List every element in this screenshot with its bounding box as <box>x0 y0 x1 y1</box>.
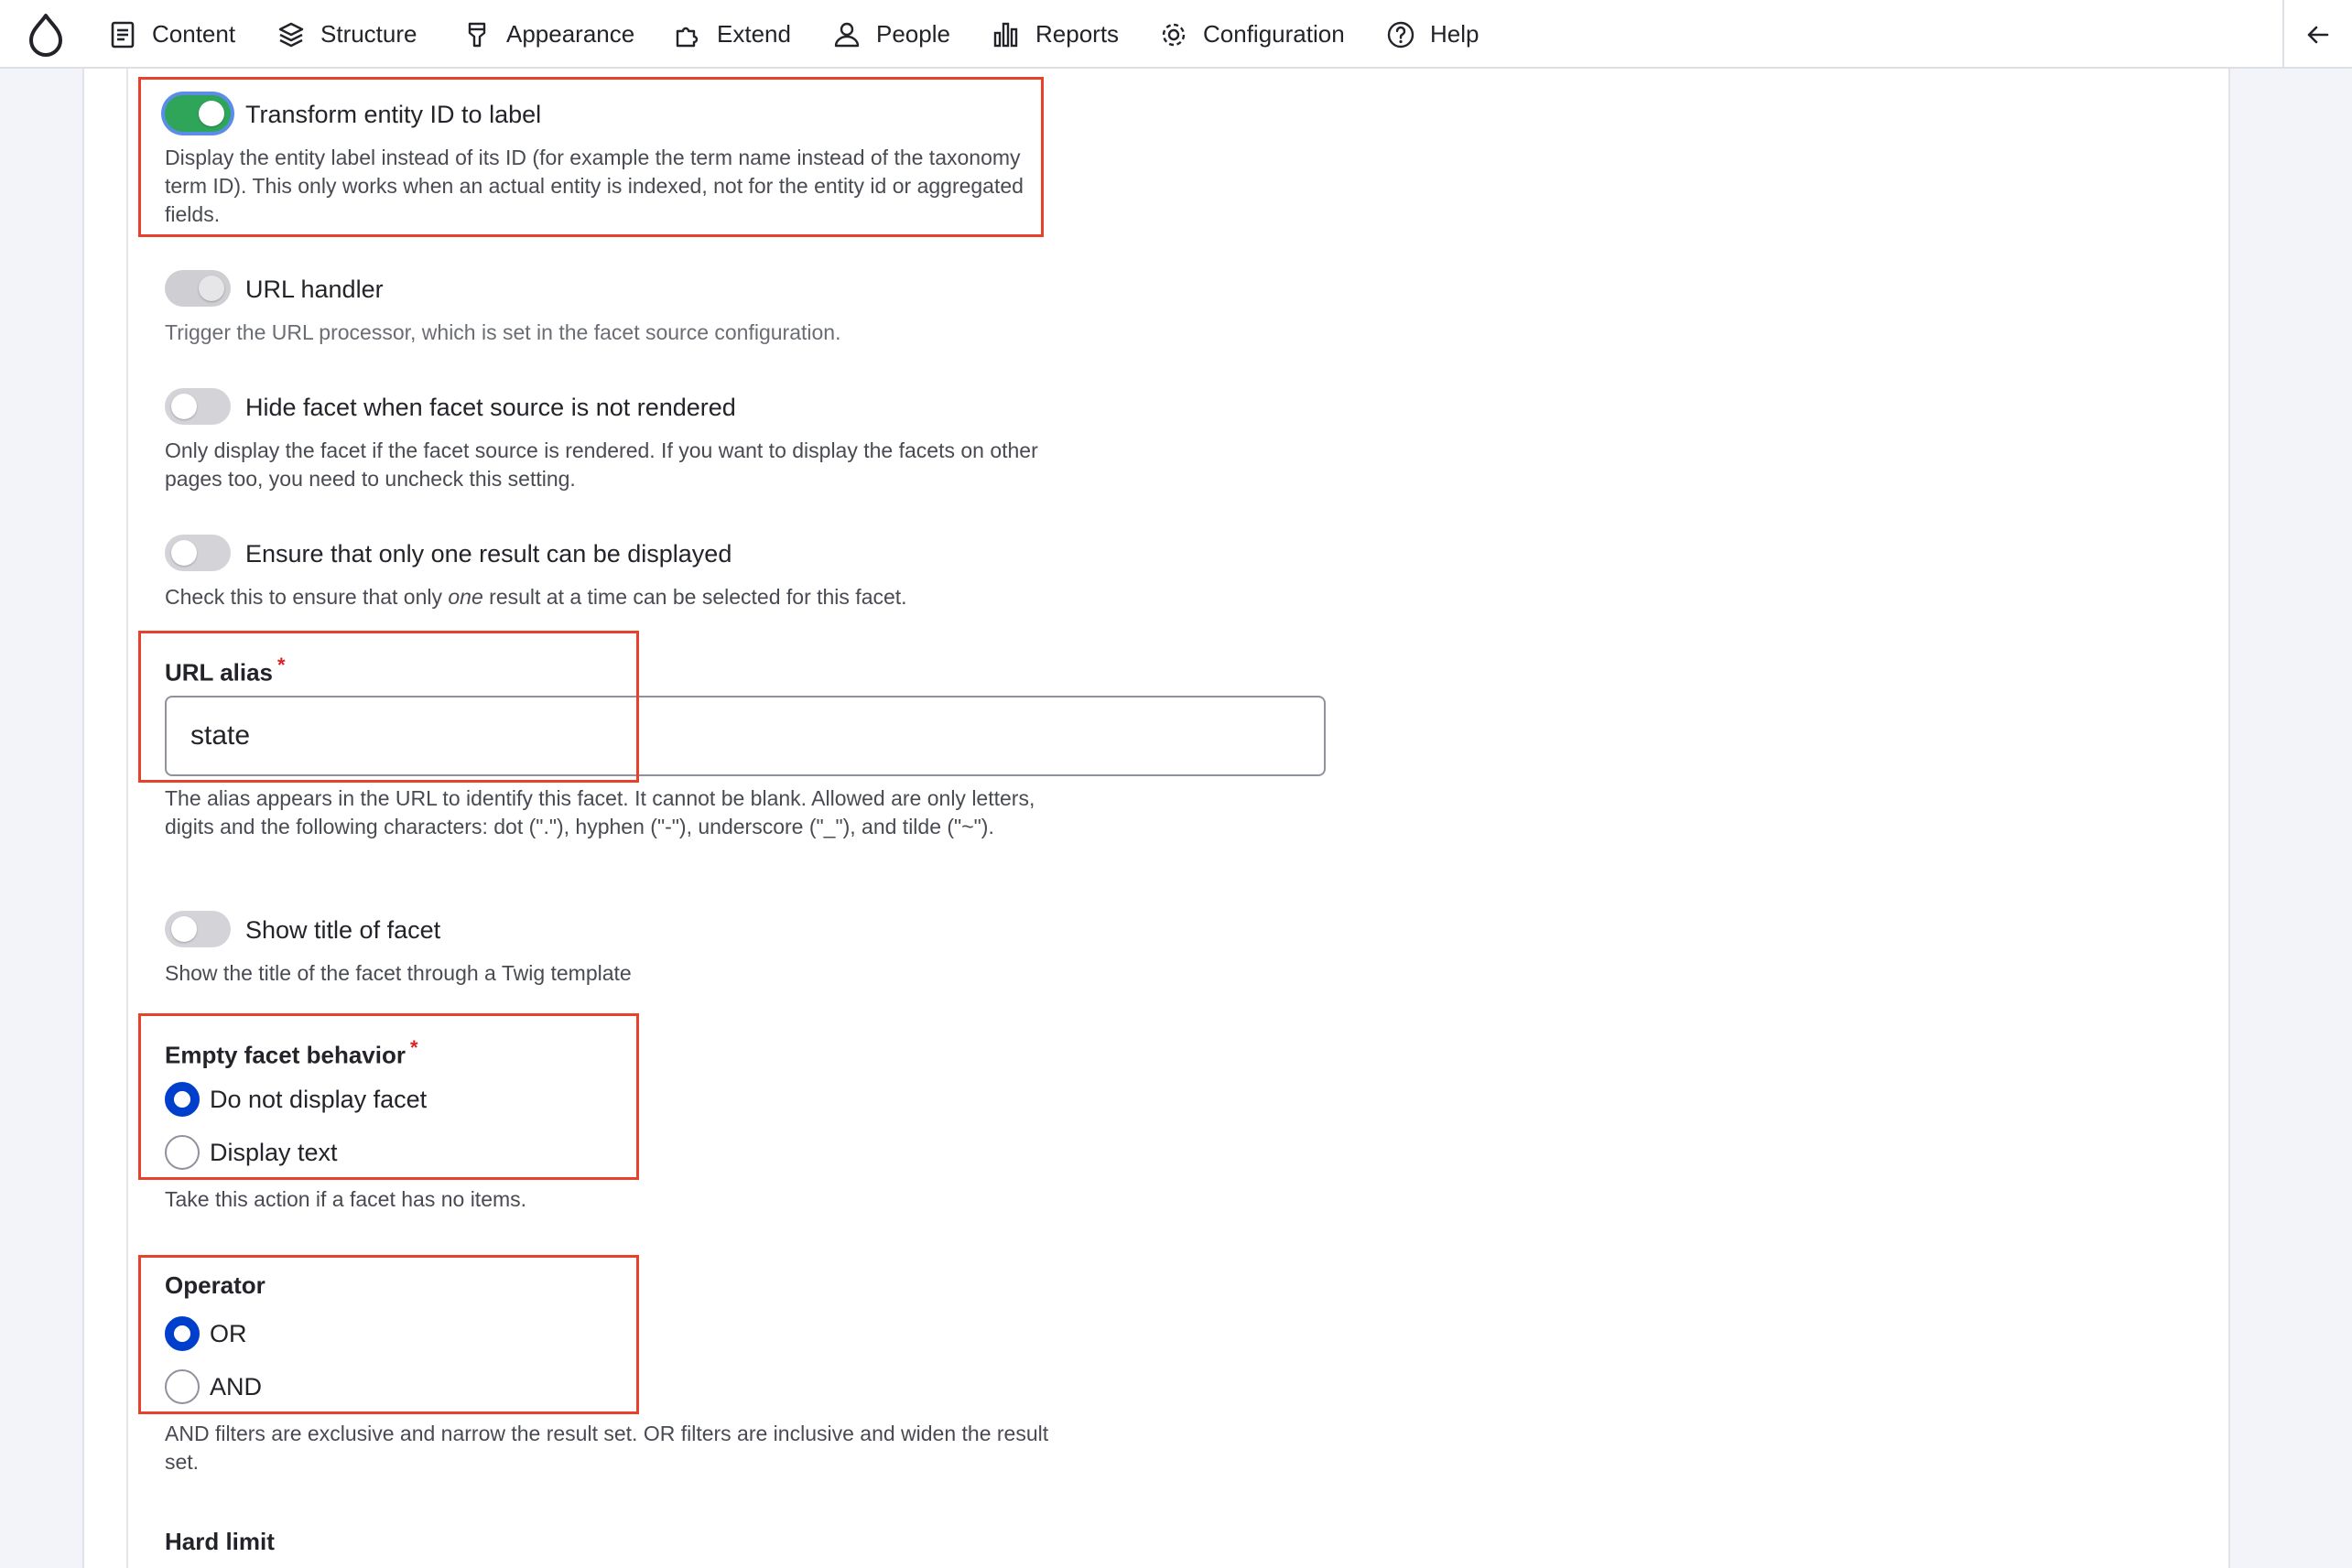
toolbar-item-content[interactable] <box>108 0 235 69</box>
toggle-knob <box>199 101 224 126</box>
toolbar-item-configuration[interactable] <box>1159 0 1345 69</box>
toggle-knob <box>199 276 224 301</box>
toolbar-collapse-button[interactable] <box>2282 0 2352 69</box>
configuration-icon <box>1159 20 1188 49</box>
arrow-left-icon <box>2304 21 2332 49</box>
empty-behavior-label: Empty facet behavior * <box>165 1036 418 1069</box>
admin-toolbar <box>0 0 2352 69</box>
hard-limit-label: Hard limit <box>165 1528 275 1555</box>
transform-entity-toggle[interactable] <box>165 95 231 132</box>
toolbar-item-people[interactable] <box>832 0 950 69</box>
url-handler-label: URL handler <box>245 276 384 303</box>
toolbar-item-structure[interactable] <box>276 0 417 69</box>
drupal-drop-icon[interactable] <box>26 13 66 57</box>
radio-do-not-display[interactable] <box>165 1082 200 1117</box>
operator-description: AND filters are exclusive and narrow the result set. OR filters are inclusive and widen the result set. <box>165 1422 1049 1474</box>
toolbar-item-label: Appearance <box>506 20 635 48</box>
content-icon <box>108 20 137 49</box>
url-alias-label: URL alias * <box>165 654 286 687</box>
toolbar-item-label: Structure <box>320 20 417 48</box>
url-alias-description: The alias appears in the URL to identify this facet. It cannot be blank. Allowed are only letters, digits and the following characters: dot ("."), hyphen ("-"), underscore ("_"), and tilde ("~"). <box>165 786 1035 838</box>
toolbar-item-label: Configuration <box>1203 20 1345 48</box>
required-marker: * <box>277 654 286 676</box>
transform-entity-label: Transform entity ID to label <box>245 101 542 128</box>
show-title-toggle[interactable] <box>165 911 231 947</box>
radio-label-or: OR <box>210 1320 247 1347</box>
structure-icon <box>276 20 306 49</box>
toolbar-item-label: Content <box>152 20 236 48</box>
help-icon <box>1386 20 1415 49</box>
url-alias-input[interactable]: state <box>165 696 1326 776</box>
radio-label-and: AND <box>210 1373 263 1400</box>
toolbar-item-label: Reports <box>1035 20 1120 48</box>
extend-icon <box>673 20 702 49</box>
show-title-description: Show the title of the facet through a Twig template <box>165 961 632 985</box>
toolbar-item-label: People <box>876 20 950 48</box>
toggle-knob <box>171 916 197 942</box>
only-one-result-label: Ensure that only one result can be displayed <box>245 540 732 568</box>
radio-label-do-not-display: Do not display facet <box>210 1086 428 1113</box>
hide-facet-label: Hide facet when facet source is not rendered <box>245 394 736 421</box>
toggle-knob <box>171 540 197 566</box>
transform-entity-description: Display the entity label instead of its ID (for example the term name instead of the taxonomy term ID). This only works when an actual entity is indexed, not for the entity id or aggregated fields. <box>165 146 1024 226</box>
reports-icon <box>992 20 1021 49</box>
hide-facet-toggle[interactable] <box>165 388 231 425</box>
show-title-label: Show title of facet <box>245 916 441 944</box>
url-handler-toggle[interactable] <box>165 270 231 307</box>
toggle-knob <box>171 394 197 419</box>
only-one-result-toggle[interactable] <box>165 535 231 571</box>
description-emphasis: one <box>448 585 483 609</box>
url-handler-description: Trigger the URL processor, which is set in the facet source configuration. <box>165 320 841 344</box>
toolbar-item-help[interactable] <box>1386 0 1479 69</box>
toolbar-item-extend[interactable] <box>673 0 791 69</box>
toolbar-item-appearance[interactable] <box>462 0 634 69</box>
appearance-icon <box>462 20 492 49</box>
operator-label: Operator <box>165 1271 266 1299</box>
toolbar-item-label: Extend <box>717 20 791 48</box>
right-gutter <box>2271 69 2352 1568</box>
people-icon <box>832 20 862 49</box>
radio-label-display-text: Display text <box>210 1139 338 1166</box>
radio-operator-or[interactable] <box>165 1316 200 1351</box>
radio-operator-and[interactable] <box>165 1369 200 1404</box>
required-marker: * <box>409 1036 418 1059</box>
empty-behavior-description: Take this action if a facet has no items. <box>165 1187 527 1211</box>
radio-display-text[interactable] <box>165 1135 200 1170</box>
only-one-result-description <box>165 583 1062 611</box>
description-text: result at a time can be selected for this facet. <box>482 585 907 609</box>
hide-facet-description: Only display the facet if the facet source is rendered. If you want to display the facets on other pages too, you need to uncheck this setting. <box>165 438 1038 491</box>
description-text: Check this to ensure that only <box>165 585 449 609</box>
toolbar-item-reports[interactable] <box>992 0 1119 69</box>
toolbar-item-label: Help <box>1430 20 1479 48</box>
